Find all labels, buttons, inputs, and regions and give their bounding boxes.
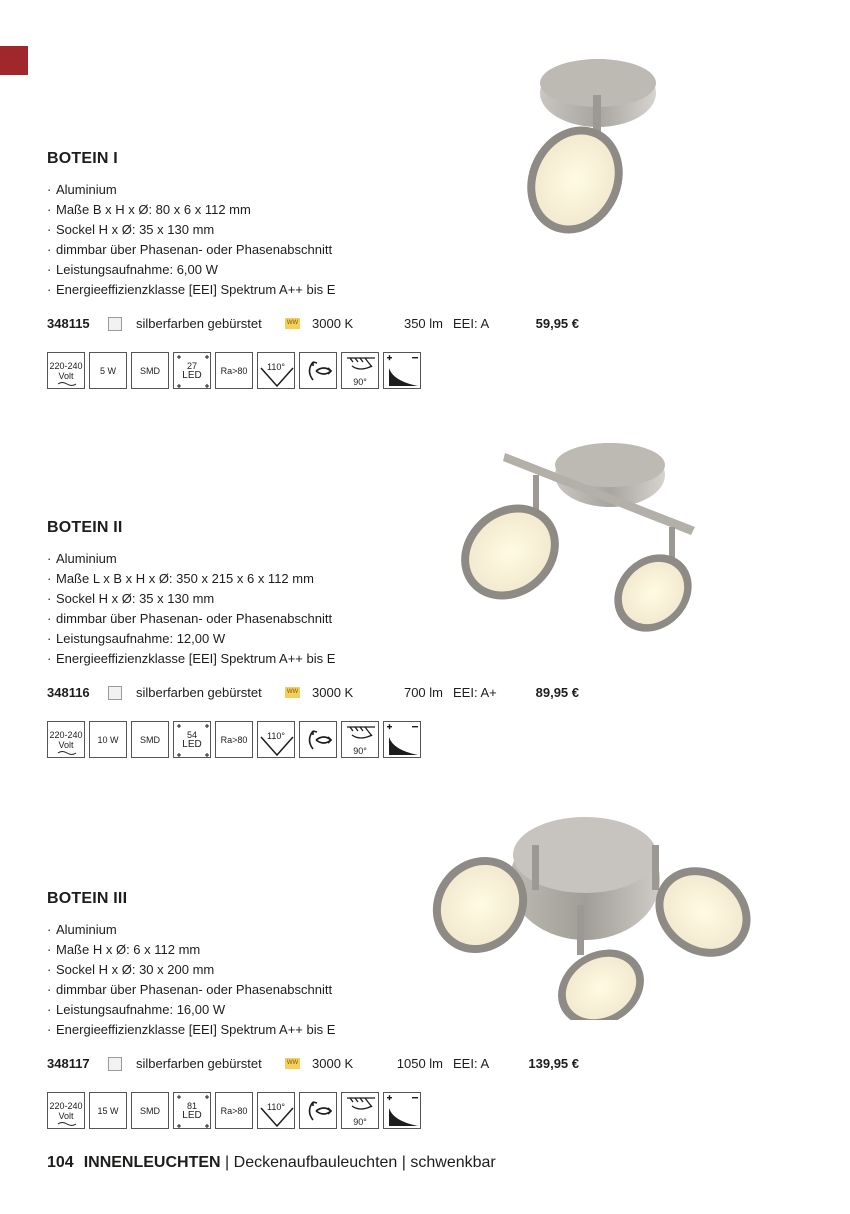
feature-item: · Maße B x H x Ø: 80 x 6 x 112 mm: [47, 200, 335, 220]
page-footer: [47, 1153, 496, 1173]
led-count-icon: [173, 352, 211, 389]
article-number: 348116: [47, 685, 90, 700]
warm-white-badge: WW: [285, 318, 300, 329]
led-count: 81: [186, 1100, 197, 1111]
voltage-word: Volt: [58, 1110, 74, 1121]
smd-label: SMD: [140, 1105, 160, 1116]
ra-label: Ra>80: [220, 1105, 248, 1116]
voltage-word: Volt: [58, 370, 74, 381]
smd-icon: [131, 352, 169, 389]
feature-icon-row: [47, 352, 421, 389]
color-rendering-icon: [215, 721, 253, 758]
led-count: 54: [186, 729, 197, 740]
footer-separator: |: [220, 1154, 234, 1171]
rotate-icon: [299, 1092, 337, 1129]
page-number: 104: [47, 1154, 74, 1171]
led-word: LED: [182, 1109, 202, 1121]
led-count: 27: [186, 360, 197, 371]
feature-item: · dimmbar über Phasenan- oder Phasenabschnitt: [47, 980, 335, 1000]
voltage-range: 220-240: [49, 360, 83, 371]
ra-label: Ra>80: [220, 365, 248, 376]
feature-item: · dimmbar über Phasenan- oder Phasenabschnitt: [47, 609, 335, 629]
smd-icon: [131, 721, 169, 758]
color-rendering-icon: [215, 352, 253, 389]
beam-angle-label: 110°: [267, 361, 285, 372]
beam-angle-icon: [257, 352, 295, 389]
color-temperature: 3000 K: [312, 316, 354, 331]
article-number: 348117: [47, 1056, 90, 1071]
footer-separator: |: [397, 1154, 411, 1171]
rotate-icon: [299, 721, 337, 758]
price-row: [47, 683, 587, 703]
article-number: 348115: [47, 316, 90, 331]
beam-angle-icon: [257, 1092, 295, 1129]
feature-icon-row: [47, 721, 421, 758]
feature-item: · Energieeffizienzklasse [EEI] Spektrum A++ bis E: [47, 649, 335, 669]
ra-label: Ra>80: [220, 734, 248, 745]
beam-angle-label: 110°: [267, 730, 285, 741]
feature-icon-row: [47, 1092, 421, 1129]
warm-white-badge: WW: [285, 687, 300, 698]
color-rendering-icon: [215, 1092, 253, 1129]
product-title: BOTEIN I: [47, 150, 118, 167]
feature-item: · Aluminium: [47, 180, 335, 200]
voltage-range: 220-240: [49, 729, 83, 740]
feature-item: · Sockel H x Ø: 35 x 130 mm: [47, 589, 335, 609]
feature-item: · Energieeffizienzklasse [EEI] Spektrum A++ bis E: [47, 280, 335, 300]
warm-white-badge: WW: [285, 1058, 300, 1069]
tilt-angle-label: 90°: [353, 745, 367, 756]
tilt-angle-label: 90°: [353, 376, 367, 387]
feature-list: [47, 180, 335, 300]
voltage-icon: [47, 721, 85, 758]
led-count-icon: [173, 1092, 211, 1129]
feature-item: · Leistungsaufnahme: 6,00 W: [47, 260, 335, 280]
color-swatch: [108, 1057, 122, 1071]
product-title: BOTEIN III: [47, 890, 128, 907]
beam-angle-icon: [257, 721, 295, 758]
voltage-icon: [47, 352, 85, 389]
subcategory-name: schwenkbar: [410, 1154, 496, 1171]
price: 139,95 €: [528, 1056, 579, 1071]
feature-item: · dimmbar über Phasenan- oder Phasenabschnitt: [47, 240, 335, 260]
feature-item: · Maße L x B x H x Ø: 350 x 215 x 6 x 112 mm: [47, 569, 335, 589]
botein-1-lamp-image: [520, 55, 670, 235]
smd-icon: [131, 1092, 169, 1129]
tilt-icon: [341, 1092, 379, 1129]
product-title: BOTEIN II: [47, 519, 123, 536]
wattage-icon: [89, 721, 127, 758]
finish-label: silberfarben gebürstet: [136, 316, 262, 331]
lumen-value: 1050 lm: [396, 1056, 443, 1071]
wattage-icon: [89, 1092, 127, 1129]
energy-class: EEI: A+: [453, 685, 497, 700]
tilt-angle-label: 90°: [353, 1116, 367, 1127]
smd-label: SMD: [140, 734, 160, 745]
category-name: Deckenaufbauleuchten: [233, 1154, 398, 1171]
led-word: LED: [182, 738, 202, 750]
lumen-value: 700 lm: [403, 685, 443, 700]
led-count-icon: [173, 721, 211, 758]
feature-list: [47, 920, 335, 1040]
lumen-value: 350 lm: [403, 316, 443, 331]
botein-3-lamp-image: [405, 810, 765, 1020]
finish-label: silberfarben gebürstet: [136, 1056, 262, 1071]
finish-label: silberfarben gebürstet: [136, 685, 262, 700]
feature-item: · Leistungsaufnahme: 12,00 W: [47, 629, 335, 649]
feature-item: · Maße H x Ø: 6 x 112 mm: [47, 940, 335, 960]
price: 89,95 €: [535, 685, 579, 700]
tilt-icon: [341, 721, 379, 758]
color-swatch: [108, 686, 122, 700]
rotate-icon: [299, 352, 337, 389]
color-temperature: 3000 K: [312, 1056, 354, 1071]
beam-angle-label: 110°: [267, 1101, 285, 1112]
energy-class: EEI: A: [453, 1056, 490, 1071]
section-name: INNENLEUCHTEN: [83, 1154, 221, 1171]
botein-2-lamp-image: [455, 435, 705, 635]
price: 59,95 €: [535, 316, 579, 331]
dimmable-icon: [383, 352, 421, 389]
wattage-label: 5 W: [99, 365, 116, 376]
feature-item: · Energieeffizienzklasse [EEI] Spektrum A++ bis E: [47, 1020, 335, 1040]
color-temperature: 3000 K: [312, 685, 354, 700]
feature-item: · Sockel H x Ø: 35 x 130 mm: [47, 220, 335, 240]
dimmable-icon: [383, 721, 421, 758]
smd-label: SMD: [140, 365, 160, 376]
feature-item: · Leistungsaufnahme: 16,00 W: [47, 1000, 335, 1020]
price-row: [47, 314, 587, 334]
feature-item: · Aluminium: [47, 549, 335, 569]
color-swatch: [108, 317, 122, 331]
feature-list: [47, 549, 335, 669]
energy-class: EEI: A: [453, 316, 490, 331]
tilt-icon: [341, 352, 379, 389]
voltage-word: Volt: [58, 739, 74, 750]
price-row: [47, 1054, 587, 1074]
corner-section-tab: [0, 46, 28, 75]
feature-item: · Sockel H x Ø: 30 x 200 mm: [47, 960, 335, 980]
feature-item: · Aluminium: [47, 920, 335, 940]
voltage-range: 220-240: [49, 1100, 83, 1111]
dimmable-icon: [383, 1092, 421, 1129]
wattage-label: 15 W: [97, 1105, 119, 1116]
wattage-label: 10 W: [97, 734, 119, 745]
wattage-icon: [89, 352, 127, 389]
led-word: LED: [182, 369, 202, 381]
voltage-icon: [47, 1092, 85, 1129]
